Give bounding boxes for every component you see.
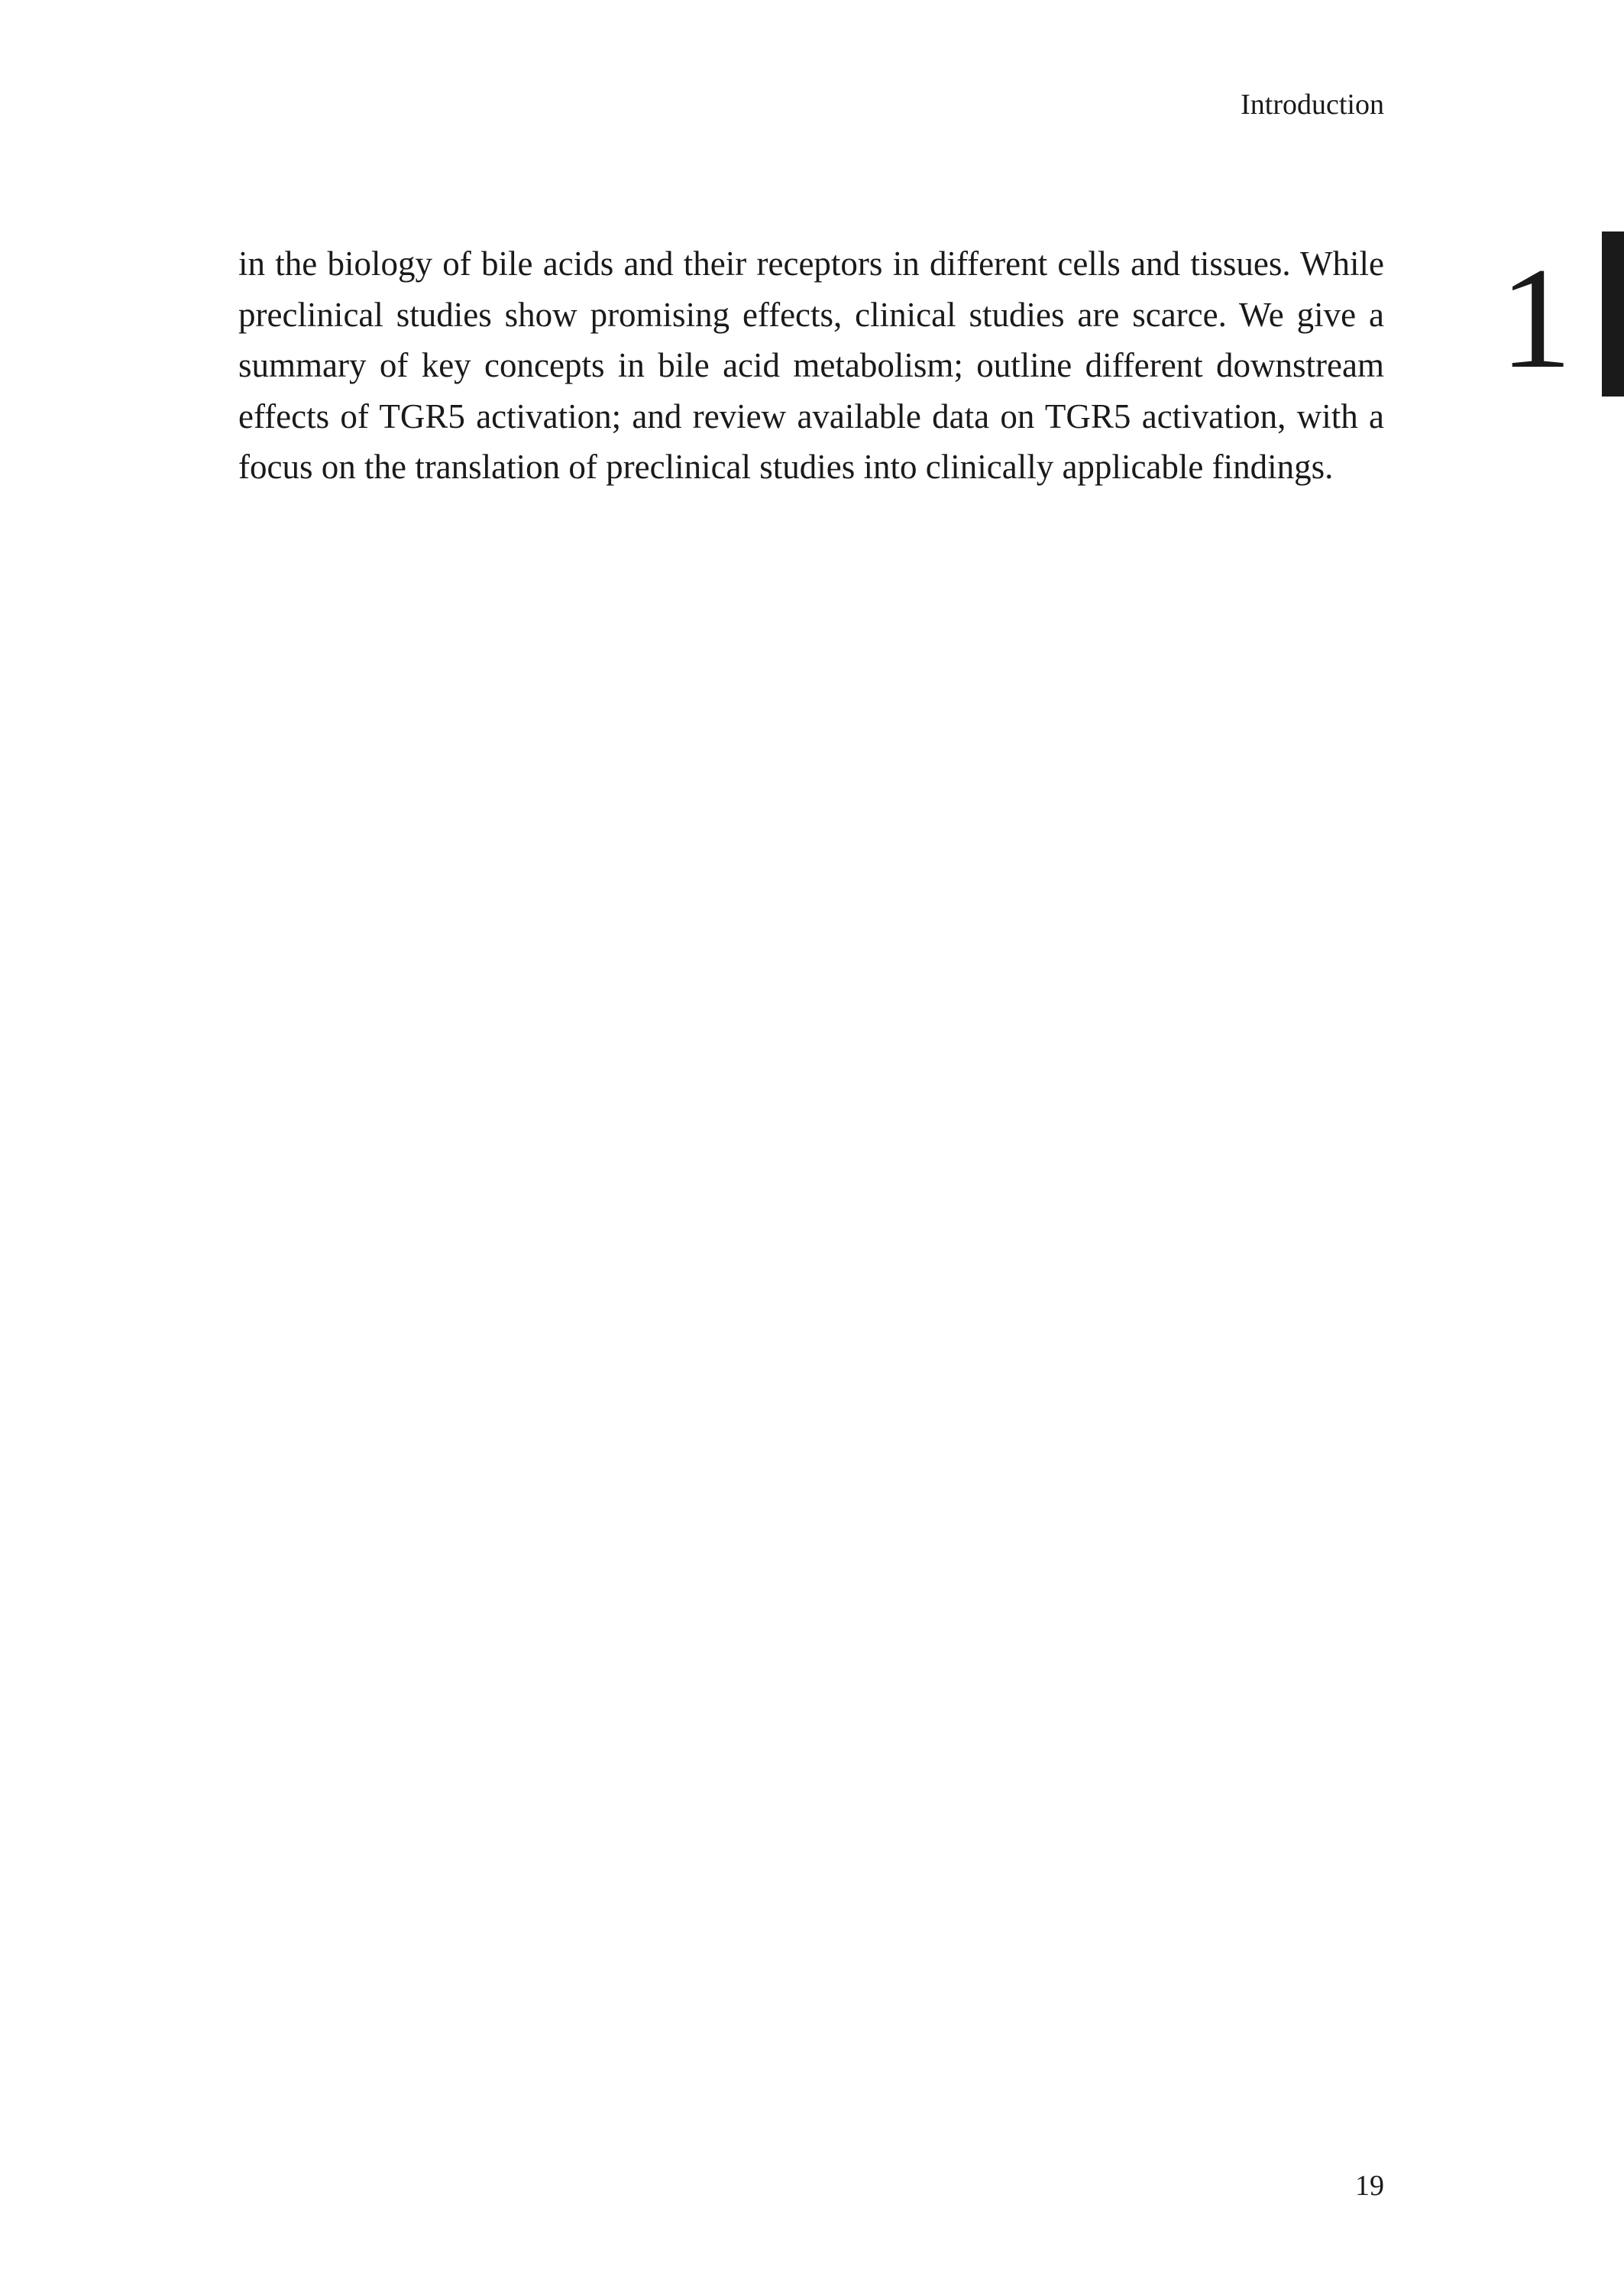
chapter-tab-marker	[1602, 231, 1624, 397]
paragraph-line-5: focus on the translation of preclinical studies into clinically applicable findings.	[238, 448, 1334, 486]
page-number: 19	[1355, 2170, 1384, 2202]
paragraph-line-1: in the biology of bile acids and their receptors in different cells and tissues. While	[238, 244, 1384, 283]
paragraph-line-4: effects of TGR5 activation; and review available data on TGR5 activation, with a	[238, 397, 1384, 435]
paragraph-line-2: preclinical studies show promising effects, clinical studies are scarce. We give a	[238, 295, 1384, 334]
running-header: Introduction	[1241, 89, 1384, 121]
paragraph-line-3: summary of key concepts in bile acid metabolism; outline different downstream	[238, 346, 1384, 384]
body-paragraph	[238, 238, 1384, 493]
chapter-number: 1	[1499, 238, 1572, 399]
